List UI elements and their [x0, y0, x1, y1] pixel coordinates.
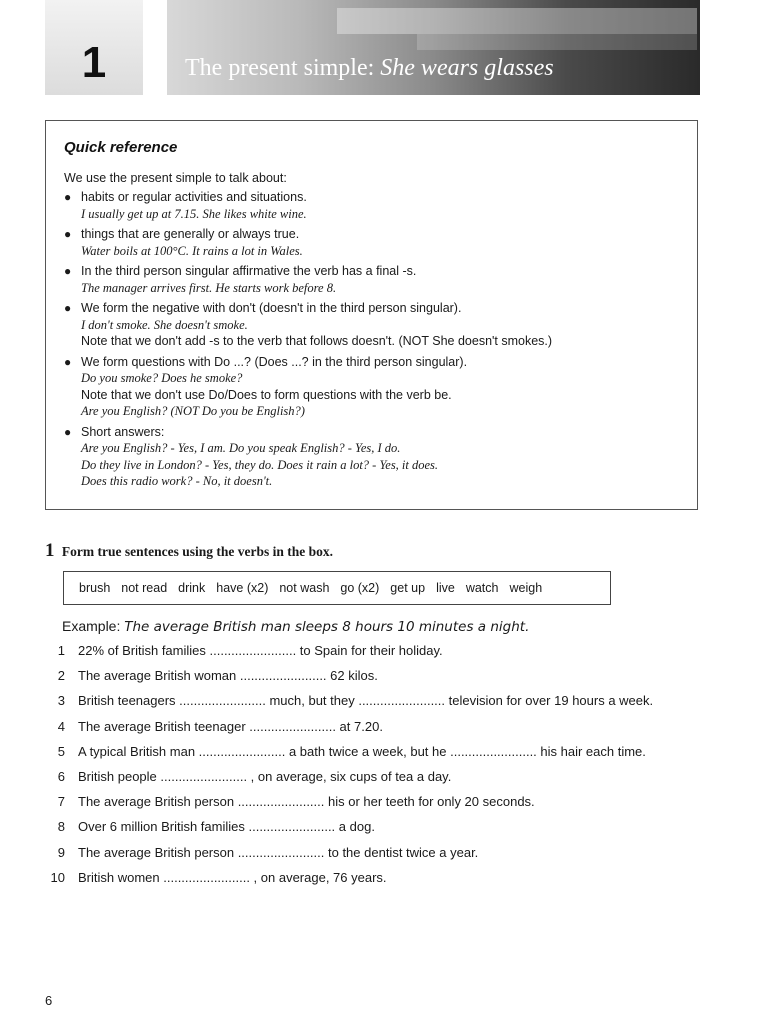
sentence-text: The average British person ........................ to the dentist twice a year.	[78, 844, 479, 860]
sentence-number: 9	[57, 844, 65, 860]
bullet-icon: ●	[64, 301, 72, 315]
unit-title-italic: She wears glasses	[380, 55, 554, 81]
sentence-text: British people ........................ , on average, six cups of tea a day.	[78, 768, 452, 784]
quick-reference-line: Short answers:	[81, 424, 165, 439]
exercise-sentence	[45, 744, 705, 769]
unit-number-box	[45, 0, 143, 95]
quick-reference-line: I don't smoke. She doesn't smoke.	[81, 317, 248, 332]
quick-reference-item	[64, 354, 694, 420]
verb-word: drink	[178, 581, 206, 595]
sentence-number: 1	[57, 643, 65, 658]
verb-word: not read	[121, 581, 168, 595]
sentence-text: Over 6 million British families ........................ a dog.	[78, 819, 375, 835]
quick-reference-item	[64, 300, 694, 350]
sentence-number: 2	[57, 668, 65, 684]
sentence-text: The average British woman ........................ 62 kilos.	[78, 668, 378, 684]
sentence-text: British teenagers ........................ much, but they ........................ television for over 19 hours a week.	[78, 693, 654, 709]
verb-word: have (x2)	[216, 581, 269, 595]
quick-reference-line: Note that we don't add -s to the verb that follows doesn't. (NOT She doesn't smokes.)	[81, 334, 553, 348]
sentence-text: British women ........................ , on average, 76 years.	[78, 869, 387, 885]
quick-reference-line: Note that we don't use Do/Does to form questions with the verb be.	[81, 387, 452, 402]
exercise-sentence	[45, 794, 705, 819]
verb-word: brush	[79, 581, 111, 595]
exercise-sentence	[45, 668, 705, 693]
example-text: The average British man sleeps 8 hours 10 minutes a night.	[124, 619, 530, 635]
verb-word: not wash	[279, 581, 330, 595]
exercise-instruction: Form true sentences using the verbs in the box.	[61, 544, 333, 559]
quick-reference-line: Do they live in London? - Yes, they do. Does it rain a lot? - Yes, it does.	[81, 457, 439, 472]
exercise-sentence	[45, 819, 705, 844]
verb-word: get up	[390, 581, 426, 595]
verb-word: watch	[465, 581, 499, 595]
sentence-number: 4	[57, 718, 65, 734]
quick-reference-list	[64, 189, 694, 494]
quick-reference-box	[45, 120, 698, 510]
verb-word: go (x2)	[340, 581, 380, 595]
quick-reference-line: Are you English? - Yes, I am. Do you speak English? - Yes, I do.	[81, 441, 401, 455]
exercise-sentence	[45, 769, 705, 794]
unit-title-bar	[167, 0, 700, 95]
exercise-sentence	[45, 870, 705, 895]
example-label: Example:	[62, 618, 121, 634]
quick-reference-line: We form the negative with don't (doesn't in the third person singular).	[81, 301, 462, 315]
bullet-icon: ●	[64, 190, 72, 204]
exercise-sentence	[45, 719, 705, 744]
quick-reference-line: The manager arrives first. He starts work before 8.	[81, 280, 337, 295]
sentence-text: The average British teenager ........................ at 7.20.	[78, 718, 383, 734]
quick-reference-intro: We use the present simple to talk about:	[64, 171, 287, 185]
quick-reference-item	[64, 226, 694, 259]
exercise-sentence	[45, 845, 705, 870]
bullet-icon: ●	[64, 264, 72, 278]
sentence-number: 3	[57, 693, 65, 709]
sentence-number: 8	[57, 819, 65, 835]
quick-reference-line: Do you smoke? Does he smoke?	[81, 371, 243, 385]
sentence-text: 22% of British families ........................ to Spain for their holiday.	[78, 643, 443, 658]
bullet-icon: ●	[64, 424, 72, 439]
page-number: 6	[45, 993, 53, 1008]
quick-reference-line: In the third person singular affirmative the verb has a final -s.	[81, 264, 417, 278]
verb-word-box	[63, 571, 611, 605]
quick-reference-line: Are you English? (NOT Do you be English?)	[81, 404, 305, 418]
quick-reference-line: things that are generally or always true.	[81, 227, 300, 241]
exercise-sentence	[45, 643, 705, 668]
quick-reference-item	[64, 424, 694, 490]
quick-reference-item	[64, 189, 694, 222]
unit-title-plain: The present simple:	[185, 55, 381, 81]
quick-reference-line: I usually get up at 7.15. She likes white wine.	[81, 206, 307, 221]
unit-number: 1	[81, 37, 107, 87]
quick-reference-item	[64, 263, 694, 296]
quick-reference-line: habits or regular activities and situations.	[81, 190, 307, 204]
sentence-number: 6	[57, 768, 65, 784]
exercise-sentence	[45, 693, 705, 718]
sentence-text: A typical British man ........................ a bath twice a week, but he ........................ his hair each time.	[78, 743, 646, 759]
quick-reference-line: Does this radio work? - No, it doesn't.	[81, 474, 273, 488]
exercise-heading	[45, 540, 333, 562]
quick-reference-line: We form questions with Do ...? (Does ...? in the third person singular).	[81, 354, 468, 369]
sentence-text: The average British person ........................ his or her teeth for only 20 seconds.	[78, 794, 535, 810]
exercise-sentences	[45, 643, 705, 895]
quick-reference-title: Quick reference	[64, 139, 178, 156]
bullet-icon: ●	[64, 227, 72, 241]
unit-title	[185, 55, 554, 82]
bullet-icon: ●	[64, 354, 72, 369]
sentence-number: 5	[57, 743, 65, 759]
verb-word: weigh	[509, 581, 543, 595]
example-sentence	[62, 618, 529, 635]
verb-word: live	[436, 581, 455, 595]
sentence-number: 10	[50, 869, 65, 885]
quick-reference-line: Water boils at 100°C. It rains a lot in Wales.	[81, 243, 303, 258]
sentence-number: 7	[57, 794, 65, 810]
exercise-number: 1	[45, 540, 55, 561]
